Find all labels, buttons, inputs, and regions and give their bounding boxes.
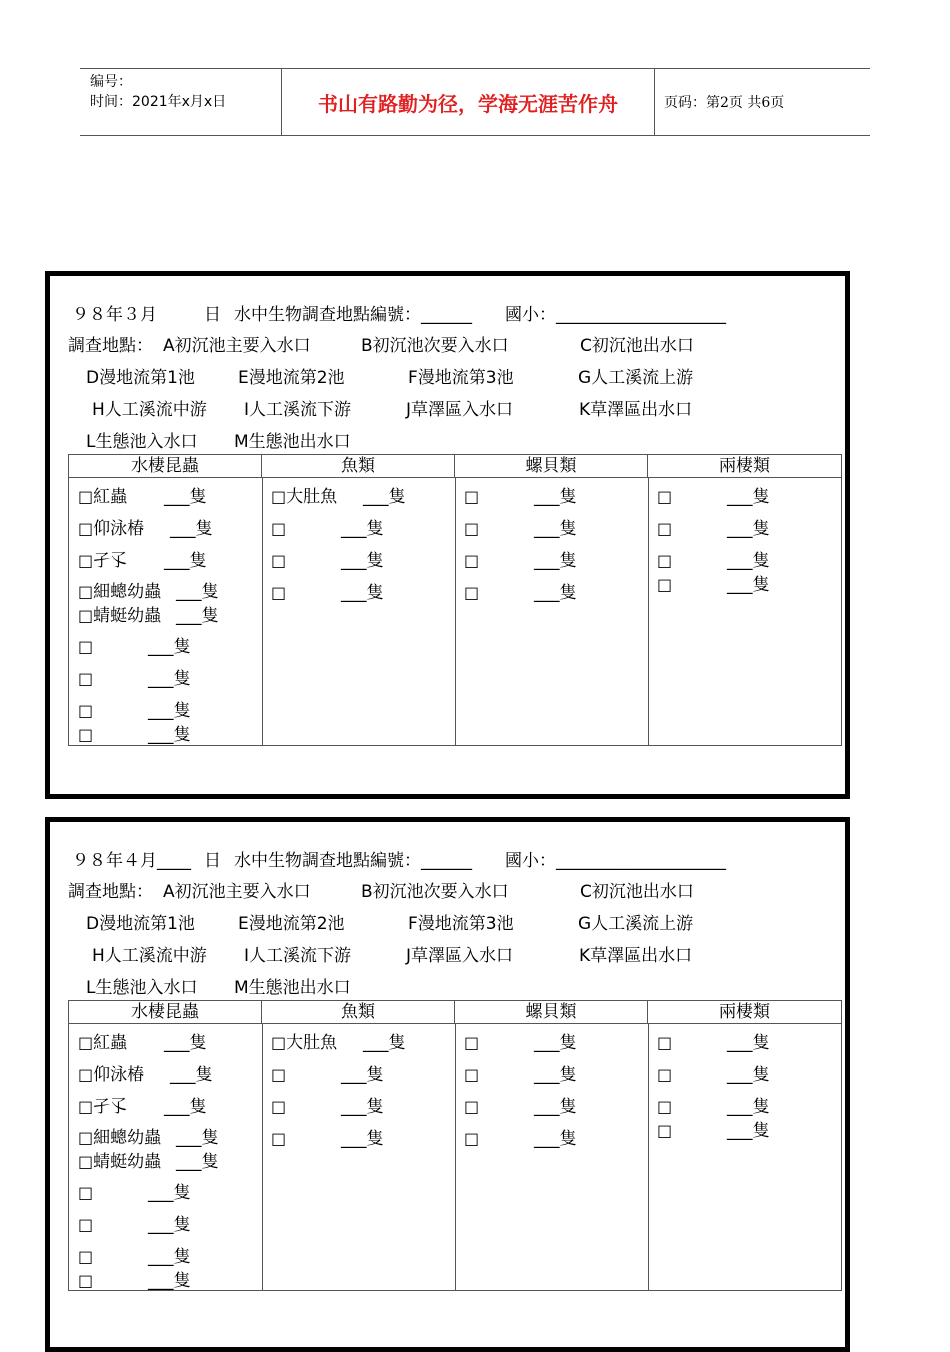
checkbox-icon[interactable]: □ xyxy=(78,1215,94,1234)
checkbox-icon[interactable]: □ xyxy=(657,1097,673,1116)
count-blank[interactable]: ___隻 xyxy=(727,519,770,539)
count-blank[interactable]: ___隻 xyxy=(341,583,384,603)
site-option: A初沉池主要入水口 xyxy=(163,882,311,902)
count-blank[interactable]: ___隻 xyxy=(534,583,577,603)
column-header: 兩棲類 xyxy=(719,456,770,476)
checkbox-icon[interactable]: □ xyxy=(271,1129,287,1148)
count-blank[interactable]: ___隻 xyxy=(534,1033,577,1053)
count-blank[interactable]: ___隻 xyxy=(176,1128,219,1148)
checkbox-icon[interactable]: □ xyxy=(464,583,480,602)
species-entry xyxy=(657,1032,770,1054)
species-entry xyxy=(464,550,577,572)
species-name: 孑孓 xyxy=(93,1097,128,1117)
species-name: 紅蟲 xyxy=(93,487,128,507)
species-entry xyxy=(78,1032,207,1054)
site-option: M生態池出水口 xyxy=(234,432,351,452)
species-entry xyxy=(464,1096,577,1118)
site-option: E漫地流第2池 xyxy=(238,368,345,388)
column-header: 螺貝類 xyxy=(455,455,648,477)
survey-form xyxy=(45,817,850,1352)
site-option: B初沉池次要入水口 xyxy=(361,882,509,902)
site-option: B初沉池次要入水口 xyxy=(361,336,509,356)
count-blank[interactable]: ___隻 xyxy=(534,551,577,571)
count-blank[interactable]: ___隻 xyxy=(534,1129,577,1149)
checkbox-icon[interactable]: □ xyxy=(464,1033,480,1052)
count-blank[interactable]: ___隻 xyxy=(363,1033,406,1053)
checkbox-icon[interactable]: □ xyxy=(271,583,287,602)
survey-day-label: 日 xyxy=(204,851,221,871)
count-blank[interactable]: ___隻 xyxy=(164,1097,207,1117)
checkbox-icon[interactable]: □ xyxy=(464,1097,480,1116)
species-entry xyxy=(657,518,770,540)
count-blank[interactable]: ___隻 xyxy=(176,582,219,602)
checkbox-icon[interactable]: □ xyxy=(78,1271,94,1290)
count-blank[interactable]: ___隻 xyxy=(727,1097,770,1117)
count-blank[interactable]: ___隻 xyxy=(148,701,191,721)
column-divider xyxy=(648,1023,649,1290)
count-blank[interactable]: ___隻 xyxy=(727,1121,770,1141)
species-entry xyxy=(657,574,770,596)
count-blank[interactable]: ___隻 xyxy=(341,1097,384,1117)
checkbox-icon[interactable]: □ xyxy=(78,669,94,688)
count-blank[interactable]: ___隻 xyxy=(148,725,191,745)
checkbox-icon[interactable]: □ xyxy=(78,701,94,720)
survey-date: ９８年３月 xyxy=(72,305,157,325)
checkbox-icon[interactable]: □ xyxy=(271,1065,287,1084)
species-name: 紅蟲 xyxy=(93,1033,128,1053)
column-divider xyxy=(262,477,263,745)
site-option: A初沉池主要入水口 xyxy=(163,336,311,356)
species-entry xyxy=(271,1096,384,1118)
species-name: 細蟌幼蟲 xyxy=(93,582,162,602)
count-blank[interactable]: ___隻 xyxy=(363,487,406,507)
site-option: F漫地流第3池 xyxy=(408,914,514,934)
species-entry xyxy=(78,636,191,658)
checkbox-icon[interactable]: □ xyxy=(464,487,480,506)
checkbox-icon[interactable]: □ xyxy=(78,519,94,538)
sites-label: 調查地點： xyxy=(68,882,153,902)
species-entry xyxy=(271,486,406,508)
count-blank[interactable]: ___隻 xyxy=(148,669,191,689)
site-option: J草澤區入水口 xyxy=(406,946,514,966)
count-blank[interactable]: ___隻 xyxy=(164,1033,207,1053)
site-option: M生態池出水口 xyxy=(234,978,351,998)
count-blank[interactable]: ___隻 xyxy=(727,1033,770,1053)
count-blank[interactable]: ___隻 xyxy=(148,1271,191,1291)
species-entry xyxy=(78,1064,213,1086)
site-option: H人工溪流中游 xyxy=(92,400,207,420)
species-entry xyxy=(271,1032,406,1054)
site-option: I人工溪流下游 xyxy=(244,400,352,420)
checkbox-icon[interactable]: □ xyxy=(271,519,287,538)
site-option: J草澤區入水口 xyxy=(406,400,514,420)
header-divider xyxy=(654,68,655,136)
checkbox-icon[interactable]: □ xyxy=(464,1065,480,1084)
species-name: 大肚魚 xyxy=(286,1033,338,1053)
site-option: L生態池入水口 xyxy=(86,432,198,452)
count-blank[interactable]: ___隻 xyxy=(148,637,191,657)
species-entry xyxy=(78,1096,207,1118)
count-blank[interactable]: ___隻 xyxy=(534,519,577,539)
checkbox-icon[interactable]: □ xyxy=(78,487,94,506)
column-divider xyxy=(262,1023,263,1290)
site-option: E漫地流第2池 xyxy=(238,914,345,934)
school-field: 國小：____________________ xyxy=(505,851,726,871)
count-blank[interactable]: ___隻 xyxy=(727,551,770,571)
species-name: 細蟌幼蟲 xyxy=(93,1128,162,1148)
column-header: 水棲昆蟲 xyxy=(69,1001,262,1023)
species-entry xyxy=(464,1032,577,1054)
site-option: H人工溪流中游 xyxy=(92,946,207,966)
species-entry xyxy=(464,1128,577,1150)
checkbox-icon[interactable]: □ xyxy=(271,1033,287,1052)
checkbox-icon[interactable]: □ xyxy=(464,519,480,538)
survey-form xyxy=(45,271,850,799)
checkbox-icon[interactable]: □ xyxy=(464,1129,480,1148)
motto: 书山有路勤为径，学海无涯苦作舟 xyxy=(318,92,618,116)
species-name: 蜻蜓幼蟲 xyxy=(93,1152,162,1172)
species-entry xyxy=(657,550,770,572)
column-header: 螺貝類 xyxy=(455,1001,648,1023)
species-entry xyxy=(657,1096,770,1118)
checkbox-icon[interactable]: □ xyxy=(78,1097,94,1116)
species-entry xyxy=(464,582,577,604)
species-name: 孑孓 xyxy=(93,551,128,571)
checkbox-icon[interactable]: □ xyxy=(657,575,673,594)
header-divider xyxy=(69,477,841,478)
count-blank[interactable]: ___隻 xyxy=(148,1215,191,1235)
checkbox-icon[interactable]: □ xyxy=(657,519,673,538)
checkbox-icon[interactable]: □ xyxy=(78,725,94,744)
species-entry xyxy=(78,581,219,603)
site-option: F漫地流第3池 xyxy=(408,368,514,388)
site-option: K草澤區出水口 xyxy=(579,400,693,420)
species-entry xyxy=(464,518,577,540)
site-number-field: 水中生物調查地點編號：______ xyxy=(234,851,472,871)
checkbox-icon[interactable]: □ xyxy=(657,1121,673,1140)
page-info: 页码：第2页 共6页 xyxy=(664,95,785,111)
count-blank[interactable]: ___隻 xyxy=(170,1065,213,1085)
checkbox-icon[interactable]: □ xyxy=(78,637,94,656)
column-divider xyxy=(455,477,456,745)
column-divider xyxy=(455,1023,456,1290)
species-name: 大肚魚 xyxy=(286,487,338,507)
count-blank[interactable]: ___隻 xyxy=(534,487,577,507)
count-blank[interactable]: ___隻 xyxy=(148,1247,191,1267)
site-option: D漫地流第1池 xyxy=(86,368,195,388)
species-entry xyxy=(271,582,384,604)
species-entry xyxy=(78,1182,191,1204)
checkbox-icon[interactable]: □ xyxy=(271,487,287,506)
species-entry xyxy=(78,724,191,746)
species-entry xyxy=(271,1064,384,1086)
species-entry xyxy=(464,486,577,508)
count-blank[interactable]: ___隻 xyxy=(341,519,384,539)
species-entry xyxy=(78,550,207,572)
count-blank[interactable]: ___隻 xyxy=(341,1065,384,1085)
species-entry xyxy=(78,518,213,540)
site-number-field: 水中生物調查地點編號：______ xyxy=(234,305,472,325)
species-entry xyxy=(78,1151,219,1173)
species-entry xyxy=(271,550,384,572)
header-meta xyxy=(90,72,226,112)
count-blank[interactable]: ___隻 xyxy=(341,551,384,571)
checkbox-icon[interactable]: □ xyxy=(78,606,94,625)
checkbox-icon[interactable]: □ xyxy=(271,551,287,570)
site-option: G人工溪流上游 xyxy=(578,368,694,388)
site-option: G人工溪流上游 xyxy=(578,914,694,934)
site-option: K草澤區出水口 xyxy=(579,946,693,966)
species-entry xyxy=(78,1214,191,1236)
checkbox-icon[interactable]: □ xyxy=(78,551,94,570)
count-blank[interactable]: ___隻 xyxy=(164,487,207,507)
species-name: 仰泳椿 xyxy=(93,1065,145,1085)
count-blank[interactable]: ___隻 xyxy=(170,519,213,539)
checkbox-icon[interactable]: □ xyxy=(78,1152,94,1171)
checkbox-icon[interactable]: □ xyxy=(271,1097,287,1116)
count-blank[interactable]: ___隻 xyxy=(176,606,219,626)
species-name: 蜻蜓幼蟲 xyxy=(93,606,162,626)
species-entry xyxy=(78,1270,191,1292)
survey-date: ９８年４月____ xyxy=(72,851,191,871)
count-blank[interactable]: ___隻 xyxy=(727,487,770,507)
species-entry xyxy=(78,605,219,627)
checkbox-icon[interactable]: □ xyxy=(657,551,673,570)
checkbox-icon[interactable]: □ xyxy=(78,582,94,601)
checkbox-icon[interactable]: □ xyxy=(464,551,480,570)
species-entry xyxy=(78,668,191,690)
checkbox-icon[interactable]: □ xyxy=(78,1033,94,1052)
count-blank[interactable]: ___隻 xyxy=(341,1129,384,1149)
time-label: 时间：2021年x月x日 xyxy=(90,94,227,110)
sites-label: 調查地點： xyxy=(68,336,153,356)
species-entry xyxy=(464,1064,577,1086)
site-option: D漫地流第1池 xyxy=(86,914,195,934)
checkbox-icon[interactable]: □ xyxy=(78,1128,94,1147)
column-divider xyxy=(648,477,649,745)
column-header: 水棲昆蟲 xyxy=(69,455,262,477)
checkbox-icon[interactable]: □ xyxy=(78,1247,94,1266)
species-entry xyxy=(657,486,770,508)
count-blank[interactable]: ___隻 xyxy=(176,1152,219,1172)
header-bottom-rule xyxy=(80,135,870,136)
header-divider xyxy=(69,1023,841,1024)
column-header: 魚類 xyxy=(262,1001,455,1023)
checkbox-icon[interactable]: □ xyxy=(78,1065,94,1084)
site-option: C初沉池出水口 xyxy=(580,882,694,902)
checkbox-icon[interactable]: □ xyxy=(657,487,673,506)
school-field: 國小：____________________ xyxy=(505,305,726,325)
species-entry xyxy=(271,1128,384,1150)
site-option: C初沉池出水口 xyxy=(580,336,694,356)
species-entry xyxy=(78,700,191,722)
count-blank[interactable]: ___隻 xyxy=(534,1065,577,1085)
species-entry xyxy=(657,1120,770,1142)
number-label: 编号： xyxy=(90,74,132,90)
species-entry xyxy=(78,1127,219,1149)
checkbox-icon[interactable]: □ xyxy=(657,1033,673,1052)
column-header: 兩棲類 xyxy=(719,1002,770,1022)
species-entry xyxy=(78,1246,191,1268)
count-blank[interactable]: ___隻 xyxy=(727,575,770,595)
count-blank[interactable]: ___隻 xyxy=(148,1183,191,1203)
species-name: 仰泳椿 xyxy=(93,519,145,539)
count-blank[interactable]: ___隻 xyxy=(727,1065,770,1085)
survey-day-label: 日 xyxy=(204,305,221,325)
site-option: L生態池入水口 xyxy=(86,978,198,998)
species-entry xyxy=(657,1064,770,1086)
species-entry xyxy=(78,486,207,508)
site-option: I人工溪流下游 xyxy=(244,946,352,966)
species-table xyxy=(68,1000,842,1291)
species-table xyxy=(68,454,842,746)
species-entry xyxy=(271,518,384,540)
header-top-rule xyxy=(80,68,870,69)
checkbox-icon[interactable]: □ xyxy=(657,1065,673,1084)
count-blank[interactable]: ___隻 xyxy=(164,551,207,571)
column-header: 魚類 xyxy=(262,455,455,477)
count-blank[interactable]: ___隻 xyxy=(534,1097,577,1117)
checkbox-icon[interactable]: □ xyxy=(78,1183,94,1202)
